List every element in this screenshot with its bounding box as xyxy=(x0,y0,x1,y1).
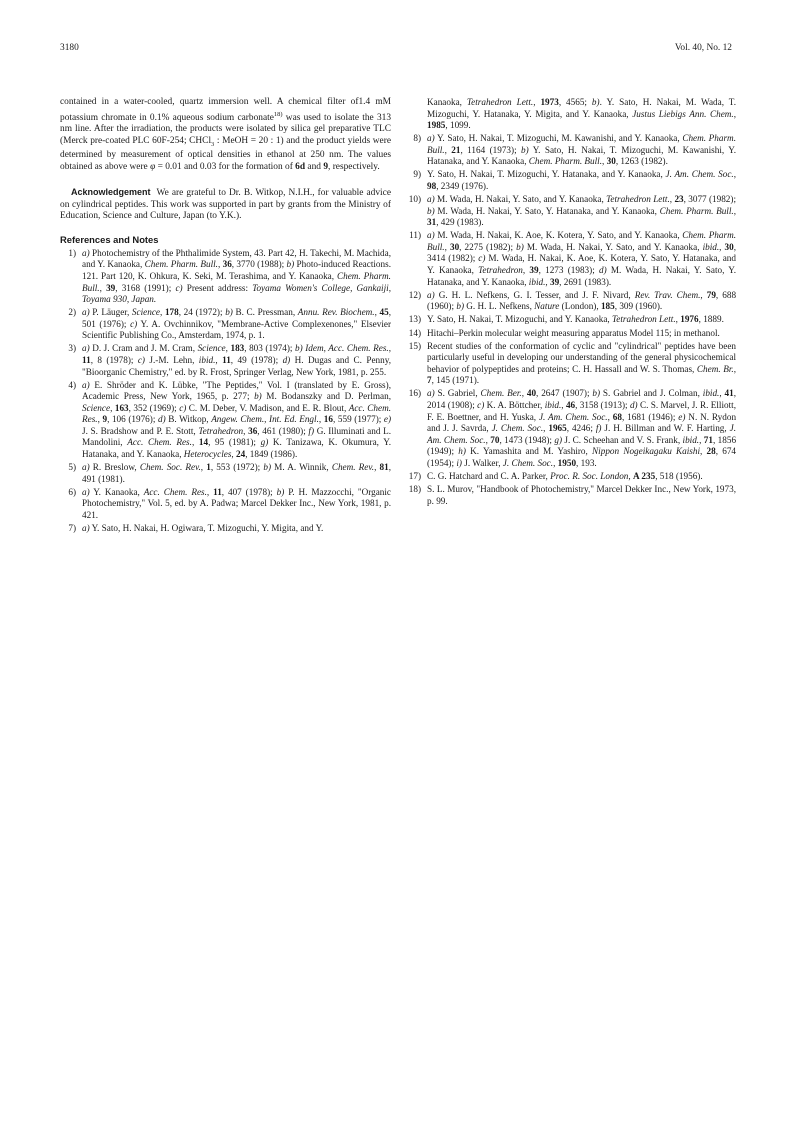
reference-number: 3) xyxy=(68,343,76,354)
reference-text: a) D. J. Cram and J. M. Cram, Science, 183, 803 (1974); b) Idem, Acc. Chem. Res., 11, 8 (1978); c) J.-M. Lehn, ibid., 11, 49 (1978); d) H. Dugas and C. Penny, "Bioorganic Chemistry," ed. by R. Frost, Springer Verlag, New York, 1981, p. 255. xyxy=(82,343,392,377)
reference-text: a) G. H. L. Nefkens, G. I. Tesser, and J. F. Nivard, Rev. Trav. Chem., 79, 688 (1960); b) G. H. L. Nefkens, Nature (London), 185, 309 (1960). xyxy=(427,289,737,312)
reference-text: a) M. Wada, H. Nakai, Y. Sato, and Y. Kanaoka, Tetrahedron Lett., 23, 3077 (1982); b) M. Wada, H. Nakai, Y. Sato, Y. Hatanaka, and Y. Kanaoka, Chem. Pharm. Bull., 31, 429 (1983). xyxy=(427,194,737,228)
acknowledgement-heading: Acknowledgement xyxy=(71,187,151,198)
reference-number: 11) xyxy=(409,230,421,241)
left-column xyxy=(60,97,391,536)
reference-item xyxy=(405,230,736,288)
reference-item xyxy=(405,484,736,507)
reference-text: C. G. Hatchard and C. A. Parker, Proc. R. Soc. London, A 235, 518 (1956). xyxy=(427,470,703,481)
page-header xyxy=(60,43,732,57)
reference-number: 8) xyxy=(413,133,421,144)
reference-text: Hitachi–Perkin molecular weight measuring apparatus Model 115; in methanol. xyxy=(427,327,720,338)
reference-text: a) R. Breslow, Chem. Soc. Rev., 1, 553 (1972); b) M. A. Winnik, Chem. Rev., 81, 491 (1981). xyxy=(82,462,391,484)
reference-text: a) Y. Kanaoka, Acc. Chem. Res., 11, 407 (1978); b) P. H. Mazzocchi, "Organic Photochemistry," Vol. 5, ed. by A. Padwa; Marcel Dekker Inc., New York, 1981, p. 421. xyxy=(82,486,392,520)
volume-info: Vol. 40, No. 12 xyxy=(674,43,732,53)
reference-text: a) Photochemistry of the Phthalimide System, 43. Part 42, H. Takechi, M. Machida, and Y. Kanaoka, Chem. Pharm. Bull., 36, 3770 (1988); b) Photo-induced Reactions. 121. Part 120, K. Ohkura, K. Seki, M. Terashima, and Y. Kanaoka, Chem. Pharm. Bull., 39, 3168 (1991); c) Present address: Toyama Women's College, Gankaiji, Toyama 930, Japan. xyxy=(82,247,391,305)
reference-number: 14) xyxy=(408,327,421,338)
reference-number: 10) xyxy=(408,194,421,205)
reference-number: 1) xyxy=(68,247,76,258)
reference-text: a) Y. Sato, H. Nakai, H. Ogiwara, T. Mizoguchi, Y. Migita, and Y. xyxy=(82,523,324,534)
reference-item xyxy=(405,97,736,132)
reference-number: 5) xyxy=(68,462,76,473)
reference-number: 9) xyxy=(413,169,421,180)
reference-number: 2) xyxy=(68,307,76,318)
body-paragraph: contained in a water-cooled, quartz immersion well. A chemical filter of1.4 mM potassium chromate in 0.1% aqueous sodium carbonate$^{18)}$ was used to isolate the 313 nm line. After the irradiation, the products were isolated by silica gel preparative TLC (Merck pre-coated PLC 60F-254; CHCl$_3$ : MeOH = 20 : 1) and the product yields were determined by measurement of optical densities in ethanol at 250 nm. The values obtained as above were φ = 0.01 and 0.03 for the formation of 6d and 9, respectively. xyxy=(60,97,392,172)
reference-item xyxy=(60,523,391,535)
reference-item xyxy=(60,343,391,378)
reference-number: 6) xyxy=(68,486,76,497)
reference-item xyxy=(405,133,736,168)
references-heading: References and Notes xyxy=(60,233,159,245)
reference-text: Y. Sato, H. Nakai, T. Mizoguchi, Y. Hatanaka, and Y. Kanaoka, J. Am. Chem. Soc., 98, 2349 (1976). xyxy=(427,169,737,192)
reference-item xyxy=(405,169,736,192)
reference-number: 17) xyxy=(408,470,421,481)
reference-text: Kanaoka, Tetrahedron Lett., 1973, 4565; b). Y. Sato, H. Nakai, M. Wada, T. Mizoguchi, Y. Hatanaka, Y. Migita, and Y. Kanaoka, Justus Liebigs Ann. Chem., 1985, 1099. xyxy=(427,97,737,131)
references-list-right xyxy=(405,97,736,507)
reference-text: Y. Sato, H. Nakai, T. Mizoguchi, and Y. Kanaoka, Tetrahedron Lett., 1976, 1889. xyxy=(427,314,724,325)
acknowledgement-text: We are grateful to Dr. B. Witkop, N.I.H., for valuable advice on cylindrical peptides. This work was supported in part by grants from the Ministry of Education, Science and Culture, Japan (to Y.K.). xyxy=(60,188,391,222)
acknowledgement xyxy=(60,187,391,223)
references-list-left xyxy=(60,248,391,535)
reference-item xyxy=(60,487,391,522)
reference-item xyxy=(405,471,736,483)
reference-item xyxy=(405,328,736,340)
reference-item xyxy=(405,290,736,313)
reference-number: 12) xyxy=(408,289,421,300)
reference-item xyxy=(60,462,391,485)
reference-number: 16) xyxy=(408,388,421,399)
reference-text: a) M. Wada, H. Nakai, K. Aoe, K. Kotera, Y. Sato, and Y. Kanaoka, Chem. Pharm. Bull., 30, 2275 (1982); b) M. Wada, H. Nakai, Y. Sato, and Y. Kanaoka, ibid., 30, 3414 (1982); c) M. Wada, H. Nakai, K. Aoe, K. Kotera, Y. Sato, Y. Hatanaka, and Y. Kanaoka, Tetrahedron, 39, 1273 (1983); d) M. Wada, H. Nakai, Y. Sato, Y. Hatanaka, and Y. Kanaoka, ibid., 39, 2691 (1983). xyxy=(427,230,737,287)
reference-item xyxy=(405,341,736,387)
reference-item xyxy=(60,307,391,342)
reference-item xyxy=(405,314,736,326)
reference-text: a) E. Shröder and K. Lübke, "The Peptides," Vol. I (translated by E. Gross), Academic Press, New York, 1965, p. 277; b) M. Bodanszky and D. Perlman, Science, 163, 352 (1969); c) C. M. Deber, V. Madison, and E. R. Blout, Acc. Chem. Res., 9, 106 (1976); d) B. Witkop, Angew. Chem., Int. Ed. Engl., 16, 559 (1977); e) J. S. Bradshow and P. E. Stott, Tetrahedron, 36, 461 (1980); f) G. Illuminati and L. Mandolini, Acc. Chem. Res., 14, 95 (1981); g) K. Tanizawa, K. Okumura, Y. Hatanaka, and Y. Kanaoka, Heterocycles, 24, 1849 (1986). xyxy=(82,379,392,459)
reference-text: Recent studies of the conformation of cyclic and "cylindrical" peptides have been particularly useful in developing our understanding of the general physicochemical behavior of polypeptides and proteins; C. H. Hassall and W. S. Thomas, Chem. Br., 7, 145 (1971). xyxy=(427,340,736,386)
reference-item xyxy=(405,194,736,229)
reference-number: 13) xyxy=(408,314,421,325)
reference-number: 7) xyxy=(68,523,76,534)
reference-text: a) S. Gabriel, Chem. Ber., 40, 2647 (1907); b) S. Gabriel and J. Colman, ibid., 41, 2014 (1908); c) K. A. Böttcher, ibid., 46, 3158 (1913); d) C. S. Marvel, J. R. Elliott, F. E. Boettner, and H. Yuska, J. Am. Chem. Soc., 68, 1681 (1946); e) N. N. Rydon and J. J. Savrda, J. Chem. Soc., 1965, 4246; f) J. H. Billman and W. F. Harting, J. Am. Chem. Soc., 70, 1473 (1948); g) J. C. Scheehan and V. S. Frank, ibid., 71, 1856 (1949); h) K. Yamashita and M. Yashiro, Nippon Nogeikagaku Kaishi, 28, 674 (1954); i) J. Walker, J. Chem. Soc., 1950, 193. xyxy=(427,388,737,468)
right-column xyxy=(405,97,736,509)
reference-number: 4) xyxy=(68,379,76,390)
reference-number: 15) xyxy=(408,340,421,351)
reference-text: a) P. Läuger, Science, 178, 24 (1972); b) B. C. Pressman, Annu. Rev. Biochem., 45, 501 (1976); c) Y. A. Ovchinnikov, "Membrane-Active Complexenones," Elsevier Scientific Publishing Co., Amsterdam, 1974, p. 1. xyxy=(82,307,392,341)
reference-number: 18) xyxy=(408,484,421,495)
reference-item xyxy=(60,248,391,306)
reference-item xyxy=(405,388,736,469)
reference-text: a) Y. Sato, H. Nakai, T. Mizoguchi, M. Kawanishi, and Y. Kanaoka, Chem. Pharm. Bull., 21, 1164 (1973); b) Y. Sato, H. Nakai, T. Mizoguchi, M. Kawanishi, Y. Hatanaka, and Y. Kanaoka, Chem. Pharm. Bull., 30, 1263 (1982). xyxy=(427,133,736,167)
reference-text: S. L. Murov, "Handbook of Photochemistry," Marcel Dekker Inc., New York, 1973, p. 99. xyxy=(427,484,736,506)
reference-item xyxy=(60,380,391,461)
page-number: 3180 xyxy=(60,43,79,53)
